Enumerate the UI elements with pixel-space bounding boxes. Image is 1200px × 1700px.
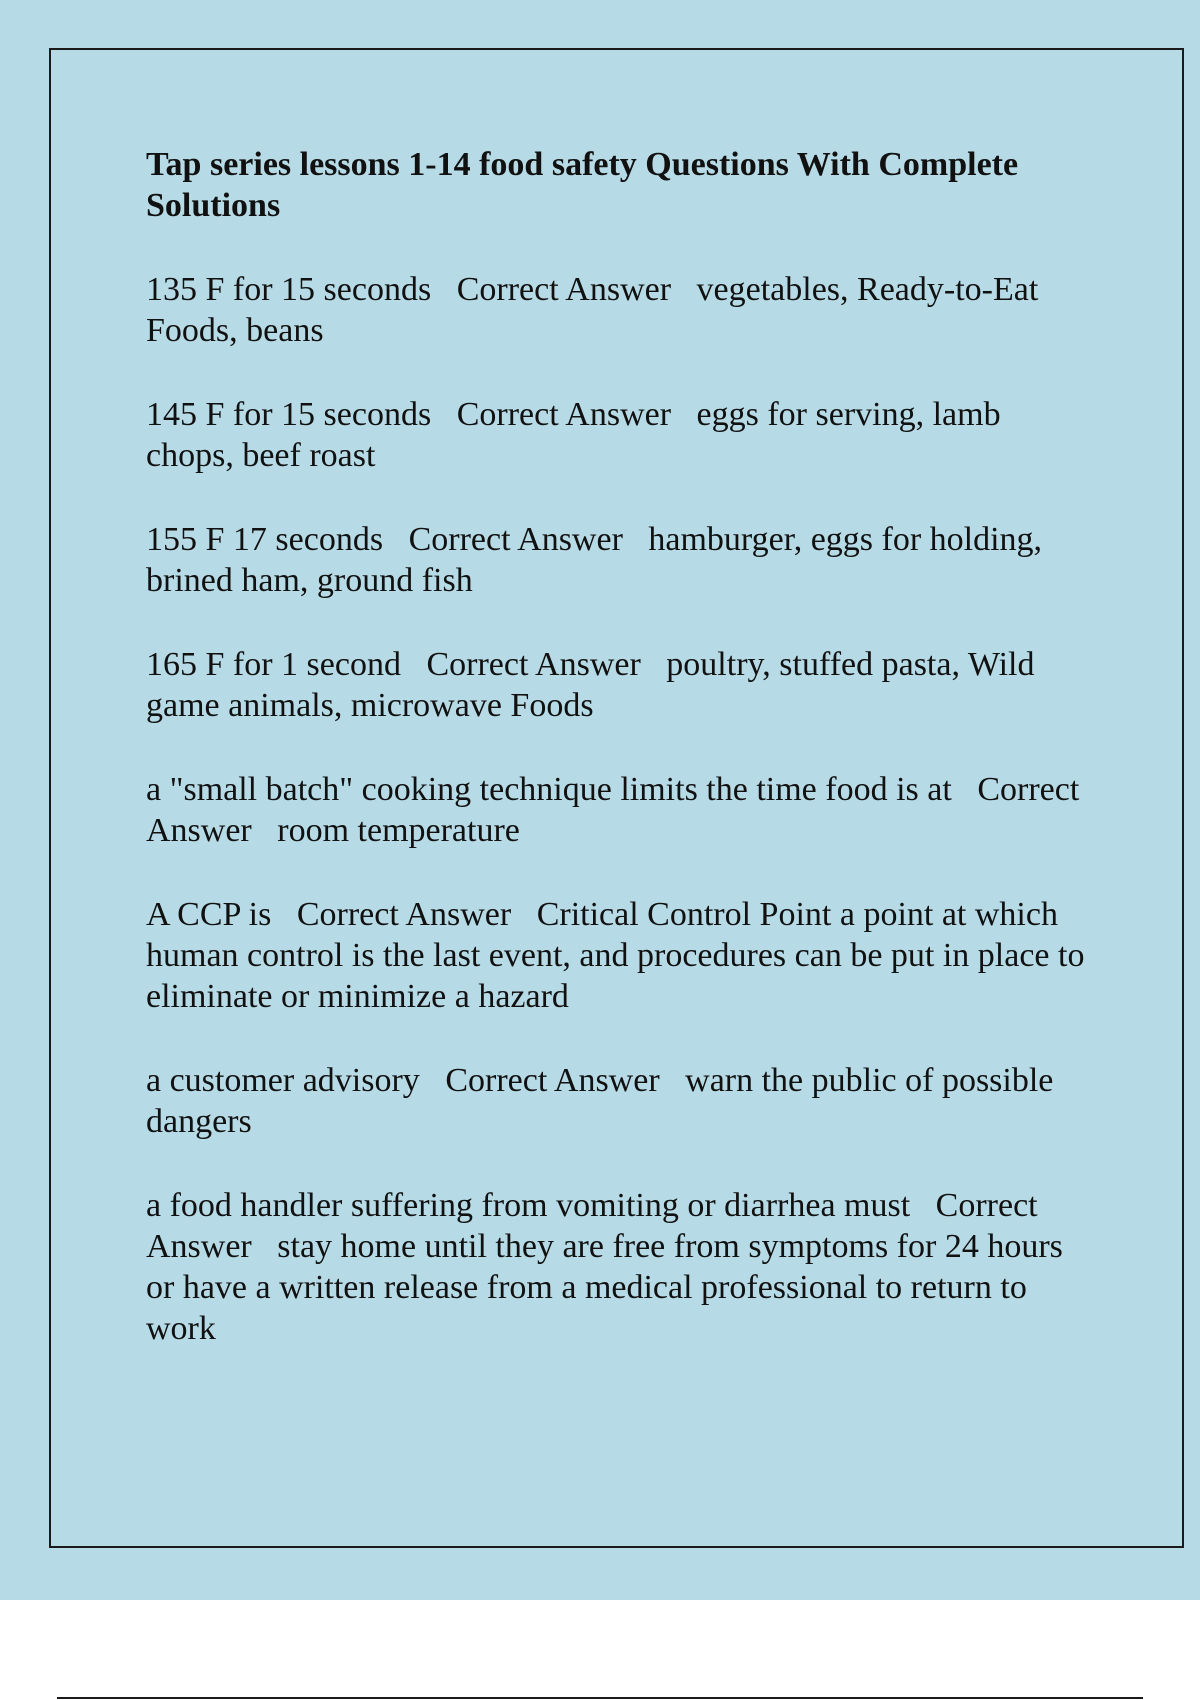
qa-question: a food handler suffering from vomiting or diarrhea must [146, 1187, 911, 1224]
qa-marker: Correct Answer [445, 1062, 660, 1099]
qa-answer: stay home until they are free from symptoms for 24 hours or have a written release from a medical professional to return to work [146, 1228, 1072, 1347]
qa-question: 145 F for 15 seconds [146, 396, 432, 433]
qa-item [146, 1060, 1096, 1142]
qa-question: 165 F for 1 second [146, 646, 401, 683]
qa-marker: Correct Answer [456, 271, 672, 308]
qa-item [146, 644, 1096, 726]
qa-question: a "small batch" cooking technique limits the time food is at [146, 771, 952, 808]
qa-item [146, 394, 1096, 476]
qa-item [146, 769, 1096, 851]
qa-item [146, 519, 1096, 601]
qa-item [146, 269, 1096, 351]
qa-marker: Correct Answer [408, 521, 623, 558]
qa-answer: warn the public of possible dangers [146, 1062, 1062, 1140]
qa-item [146, 894, 1096, 1017]
qa-question: a customer advisory [146, 1062, 420, 1099]
qa-marker: Correct Answer [426, 646, 641, 683]
footer-rule [57, 1697, 1143, 1699]
qa-answer: Critical Control Point a point at which human control is the last event, and procedures can be put in place to eliminate or minimize a hazard [146, 896, 1093, 1015]
document-body [146, 144, 1096, 1392]
qa-marker: Correct Answer [456, 396, 672, 433]
qa-item [146, 1185, 1096, 1349]
qa-answer: eggs for serving, lamb chops, beef roast [146, 396, 1010, 474]
qa-marker: Correct Answer [146, 771, 1086, 849]
qa-question: 135 F for 15 seconds [146, 271, 432, 308]
qa-question: A CCP is [146, 896, 272, 933]
qa-answer: hamburger, eggs for holding, brined ham, ground fish [146, 521, 1051, 599]
qa-answer: poultry, stuffed pasta, Wild game animals, microwave Foods [146, 646, 1043, 724]
qa-marker: Correct Answer [146, 1187, 1045, 1265]
qa-answer: room temperature [277, 812, 520, 849]
document-title: Tap series lessons 1-14 food safety Questions With Complete Solutions [146, 146, 1019, 224]
qa-answer: vegetables, Ready-to-Eat Foods, beans [146, 271, 1047, 349]
qa-marker: Correct Answer [296, 896, 512, 933]
qa-question: 155 F 17 seconds [146, 521, 384, 558]
